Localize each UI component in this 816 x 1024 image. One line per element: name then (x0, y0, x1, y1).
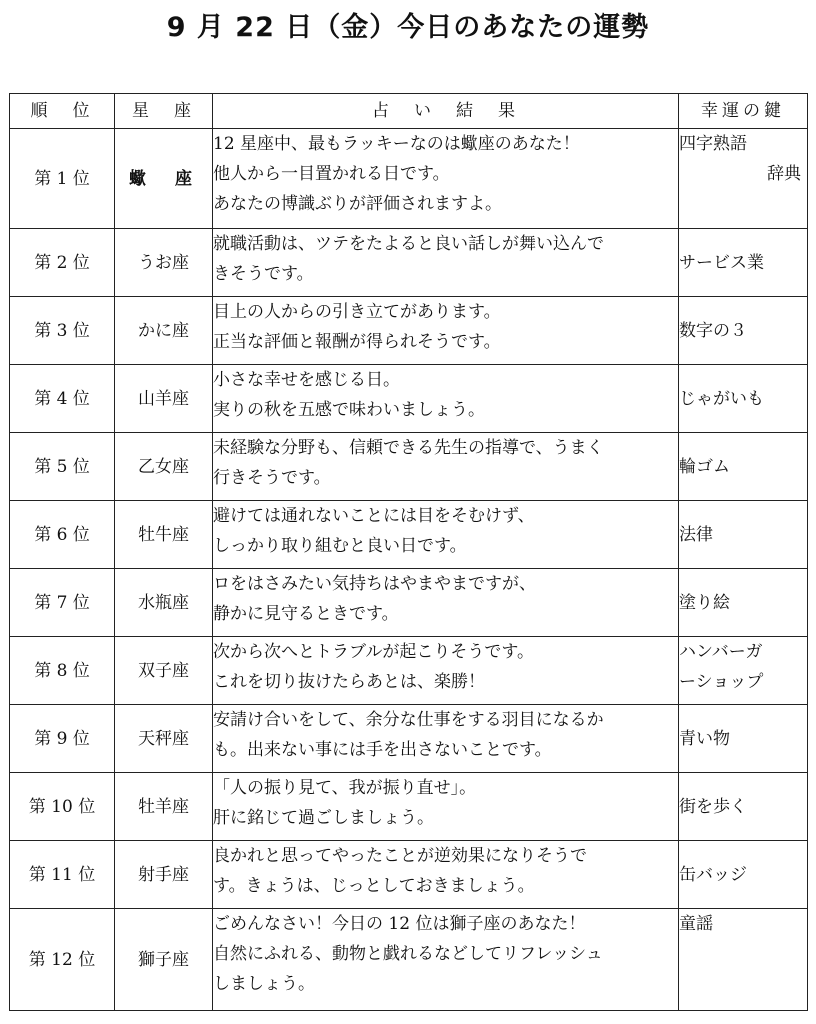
result-line: 自然にふれる、動物と戯れるなどしてリフレッシュ (213, 944, 603, 964)
result-line: す。きょうは、じっとしておきましょう。 (213, 876, 535, 896)
zodiac-sign-cell: 牡牛座 (115, 501, 213, 569)
fortune-result-cell (213, 705, 679, 773)
header-result: 占 い 結 果 (213, 94, 679, 129)
result-line: 良かれと思ってやったことが逆効果になりそうで (213, 846, 587, 866)
table-row (10, 637, 808, 705)
table-row (10, 841, 808, 909)
lucky-key-cell (679, 637, 808, 705)
result-line: 静かに見守るときです。 (213, 604, 399, 624)
header-row (10, 94, 808, 129)
zodiac-sign-cell: 天秤座 (115, 705, 213, 773)
fortune-result-cell (213, 229, 679, 297)
lucky-key-line: 数字の３ (679, 320, 747, 341)
lucky-key-cell (679, 433, 808, 501)
lucky-key-cell (679, 229, 808, 297)
lucky-key-line: 缶バッジ (679, 864, 747, 885)
rank-cell: 第 10 位 (10, 773, 115, 841)
table-row (10, 569, 808, 637)
header-sign: 星 座 (115, 94, 213, 129)
lucky-key-cell (679, 365, 808, 433)
lucky-key-cell (679, 705, 808, 773)
result-line: 次から次へとトラブルが起こりそうです。 (213, 642, 534, 662)
lucky-key-cell (679, 129, 808, 229)
result-line: あなたの博識ぶりが評価されますよ。 (213, 194, 502, 214)
result-line: も。出来ない事には手を出さないことです。 (213, 740, 552, 760)
result-line: 他人から一目置かれる日です。 (213, 164, 450, 184)
fortune-result-cell (213, 433, 679, 501)
rank-cell: 第 2 位 (10, 229, 115, 297)
zodiac-sign-cell: うお座 (115, 229, 213, 297)
zodiac-sign-cell: 蠍 座 (115, 129, 213, 229)
result-line: 避けては通れないことには目をそむけず、 (213, 506, 535, 526)
zodiac-sign-cell: 獅子座 (115, 909, 213, 1011)
lucky-key-line: 塗り絵 (679, 592, 730, 613)
zodiac-sign-cell: 乙女座 (115, 433, 213, 501)
rank-cell: 第 9 位 (10, 705, 115, 773)
result-line: 目上の人からの引き立てがあります。 (213, 302, 501, 322)
table-row (10, 129, 808, 229)
table-row (10, 909, 808, 1011)
table-row (10, 705, 808, 773)
result-line: これを切り抜けたらあとは、楽勝！ (213, 672, 485, 692)
rank-cell: 第 7 位 (10, 569, 115, 637)
table-row (10, 365, 808, 433)
result-line: 肝に銘じて過ごしましょう。 (213, 808, 434, 828)
result-line: 就職活動は、ツテをたよると良い話しが舞い込んで (213, 234, 604, 254)
zodiac-sign-cell: 双子座 (115, 637, 213, 705)
lucky-key-cell (679, 501, 808, 569)
fortune-result-cell (213, 569, 679, 637)
result-line: 実りの秋を五感で味わいましょう。 (213, 400, 485, 420)
fortune-result-cell (213, 637, 679, 705)
fortune-result-cell (213, 773, 679, 841)
lucky-key-cell (679, 909, 808, 1011)
rank-cell: 第 3 位 (10, 297, 115, 365)
table-row (10, 433, 808, 501)
result-line: 小さな幸せを感じる日。 (213, 370, 400, 390)
table-row (10, 297, 808, 365)
fortune-result-cell (213, 501, 679, 569)
fortune-table (9, 93, 808, 1011)
lucky-key-line: 輪ゴム (679, 456, 730, 477)
fortune-result-cell (213, 297, 679, 365)
lucky-key-line: 四字熟語 (679, 134, 747, 154)
zodiac-sign-cell: かに座 (115, 297, 213, 365)
result-line: ロをはさみたい気持ちはやまやまですが、 (213, 574, 536, 594)
header-key: 幸運の鍵 (679, 94, 808, 129)
rank-cell: 第 11 位 (10, 841, 115, 909)
rank-cell: 第 6 位 (10, 501, 115, 569)
table-row (10, 229, 808, 297)
lucky-key-line: 青い物 (679, 728, 730, 749)
lucky-key-line: ハンバーガ (679, 642, 763, 662)
result-line: しっかり取り組むと良い日です。 (213, 536, 467, 556)
result-line: 「人の振り見て、我が振り直せ」。 (213, 778, 477, 798)
page-title: 9 月 22 日（金）今日のあなたの運勢 (166, 12, 650, 43)
lucky-key-line: 辞典 (767, 164, 801, 184)
lucky-key-cell (679, 297, 808, 365)
rank-cell: 第 5 位 (10, 433, 115, 501)
result-line: 12 星座中、最もラッキーなのは蠍座のあなた！ (213, 134, 580, 154)
lucky-key-line: 法律 (679, 524, 713, 545)
fortune-result-cell (213, 129, 679, 229)
zodiac-sign-cell: 牡羊座 (115, 773, 213, 841)
fortune-result-cell (213, 909, 679, 1011)
header-rank: 順 位 (10, 94, 115, 129)
rank-cell: 第 4 位 (10, 365, 115, 433)
zodiac-sign-cell: 射手座 (115, 841, 213, 909)
rank-cell: 第 8 位 (10, 637, 115, 705)
result-line: 正当な評価と報酬が得られそうです。 (213, 332, 501, 352)
result-line: 行きそうです。 (213, 468, 331, 488)
rank-cell: 第 12 位 (10, 909, 115, 1011)
lucky-key-line: 童謡 (679, 914, 713, 934)
lucky-key-cell (679, 773, 808, 841)
fortune-result-cell (213, 841, 679, 909)
lucky-key-line: ーショップ (679, 672, 764, 692)
result-line: しましょう。 (213, 974, 315, 994)
lucky-key-cell (679, 841, 808, 909)
lucky-key-line: 街を歩く (679, 796, 747, 817)
lucky-key-line: サービス業 (679, 252, 764, 273)
zodiac-sign-cell: 水瓶座 (115, 569, 213, 637)
result-line: きそうです。 (213, 264, 314, 284)
result-line: 未経験な分野も、信頼できる先生の指導で、うまく (213, 438, 604, 458)
rank-cell: 第 1 位 (10, 129, 115, 229)
zodiac-sign-cell: 山羊座 (115, 365, 213, 433)
fortune-result-cell (213, 365, 679, 433)
lucky-key-line: じゃがいも (679, 388, 764, 409)
lucky-key-cell (679, 569, 808, 637)
table-row (10, 501, 808, 569)
result-line: 安請け合いをして、余分な仕事をする羽目になるか (213, 710, 604, 730)
result-line: ごめんなさい！今日の 12 位は獅子座のあなた！ (213, 914, 586, 934)
table-row (10, 773, 808, 841)
